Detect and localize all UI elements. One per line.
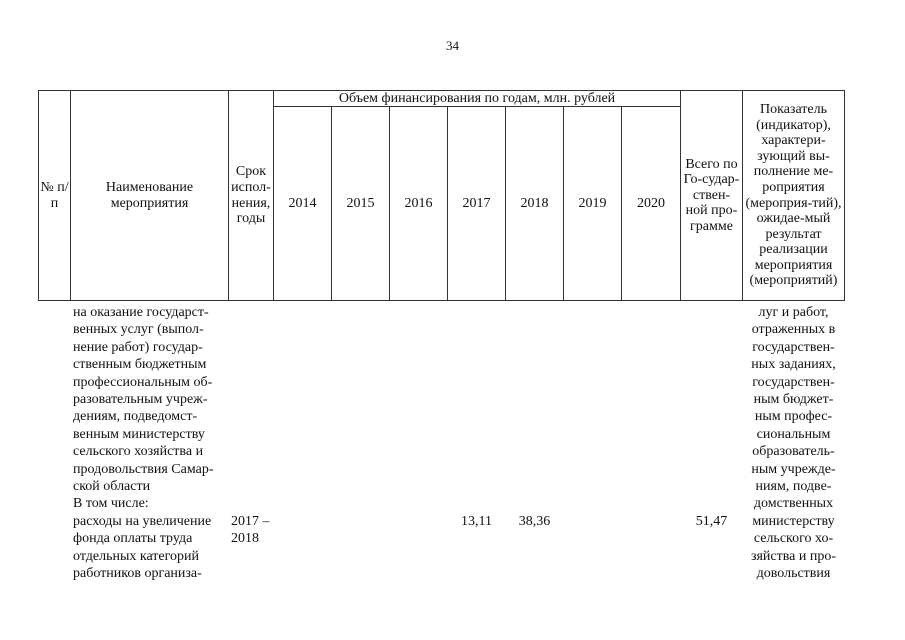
cell-2016 bbox=[390, 301, 448, 583]
value-total: 51,47 bbox=[695, 514, 728, 529]
indicator-line: довольствия bbox=[756, 566, 831, 582]
indicator-line: сиональным bbox=[756, 426, 831, 442]
indicator-line: ным профес- bbox=[754, 409, 833, 425]
header-name: Наименование мероприятия bbox=[71, 91, 229, 301]
cell-term bbox=[229, 301, 274, 583]
indicator-line: ниям, подве- bbox=[755, 479, 832, 495]
cell-indicator bbox=[743, 301, 845, 583]
indicator-line: отраженных в bbox=[751, 322, 836, 338]
name-line: профессиональным об- bbox=[73, 374, 213, 390]
name-line: продовольствия Самар- bbox=[73, 461, 214, 477]
name-line: ской области bbox=[73, 479, 151, 495]
name-line: В том числе: bbox=[73, 496, 149, 512]
table-header bbox=[39, 91, 845, 301]
cell-2018 bbox=[506, 301, 564, 583]
indicator-line: образователь- bbox=[752, 444, 835, 460]
indicator-line: министерству bbox=[752, 513, 835, 529]
name-line: сельского хозяйства и bbox=[73, 444, 204, 460]
header-year-2020: 2020 bbox=[622, 107, 681, 301]
name-line: отдельных категорий bbox=[73, 548, 200, 564]
header-num: № п/п bbox=[39, 91, 71, 301]
cell-num bbox=[39, 301, 71, 583]
term-value: 2017 – 2018 bbox=[231, 514, 270, 547]
header-year-2017: 2017 bbox=[448, 107, 506, 301]
cell-2014 bbox=[274, 301, 332, 583]
indicator-line: государствен- bbox=[752, 339, 835, 355]
name-line: нение работ) государ- bbox=[73, 339, 203, 355]
name-line: венных услуг (выпол- bbox=[73, 322, 204, 338]
name-line: на оказание государст- bbox=[73, 305, 209, 320]
header-year-2018: 2018 bbox=[506, 107, 564, 301]
header-year-2016: 2016 bbox=[390, 107, 448, 301]
financing-table bbox=[38, 90, 845, 583]
indicator-line: ных заданиях, bbox=[751, 357, 836, 373]
indicator-line: сельского хо- bbox=[753, 531, 834, 547]
name-line: ственным бюджетным bbox=[73, 357, 207, 373]
value-2018: 38,36 bbox=[518, 514, 551, 529]
indicator-line: ным учрежде- bbox=[751, 461, 836, 477]
name-line: фонда оплаты труда bbox=[73, 531, 193, 547]
name-line: разовательным учреж- bbox=[73, 392, 208, 408]
indicator-line: зяйства и про- bbox=[750, 548, 837, 564]
header-term: Срок испол-нения, годы bbox=[229, 91, 274, 301]
indicator-line: государствен- bbox=[752, 374, 835, 390]
cell-2020 bbox=[622, 301, 681, 583]
header-year-2015: 2015 bbox=[332, 107, 390, 301]
header-year-2014: 2014 bbox=[274, 107, 332, 301]
value-2017: 13,11 bbox=[461, 514, 492, 529]
cell-total bbox=[681, 301, 743, 583]
name-line: дениям, подведомст- bbox=[73, 409, 198, 425]
table-row bbox=[39, 301, 845, 583]
cell-2019 bbox=[564, 301, 622, 583]
name-line: расходы на увеличение bbox=[73, 513, 212, 529]
header-indicator: Показатель (индикатор), характери-зующий вы-полнение ме-роприятия (мероприя-тий), ожидае-мый результат реализации мероприятия (мероприятий) bbox=[743, 91, 845, 301]
indicator-line: луг и работ, bbox=[758, 305, 829, 320]
name-line: венным министерству bbox=[73, 426, 205, 442]
page-number: 34 bbox=[446, 38, 459, 53]
indicator-line: ным бюджет- bbox=[753, 392, 834, 408]
cell-2017 bbox=[448, 301, 506, 583]
header-financing-group: Объем финансирования по годам, млн. рублей bbox=[274, 91, 681, 107]
name-line: работников организа- bbox=[73, 566, 202, 582]
cell-2015 bbox=[332, 301, 390, 583]
indicator-line: домственных bbox=[753, 496, 834, 512]
header-total: Всего по Го-судар-ствен-ной про-грамме bbox=[681, 91, 743, 301]
header-year-2019: 2019 bbox=[564, 107, 622, 301]
cell-name bbox=[71, 301, 229, 583]
